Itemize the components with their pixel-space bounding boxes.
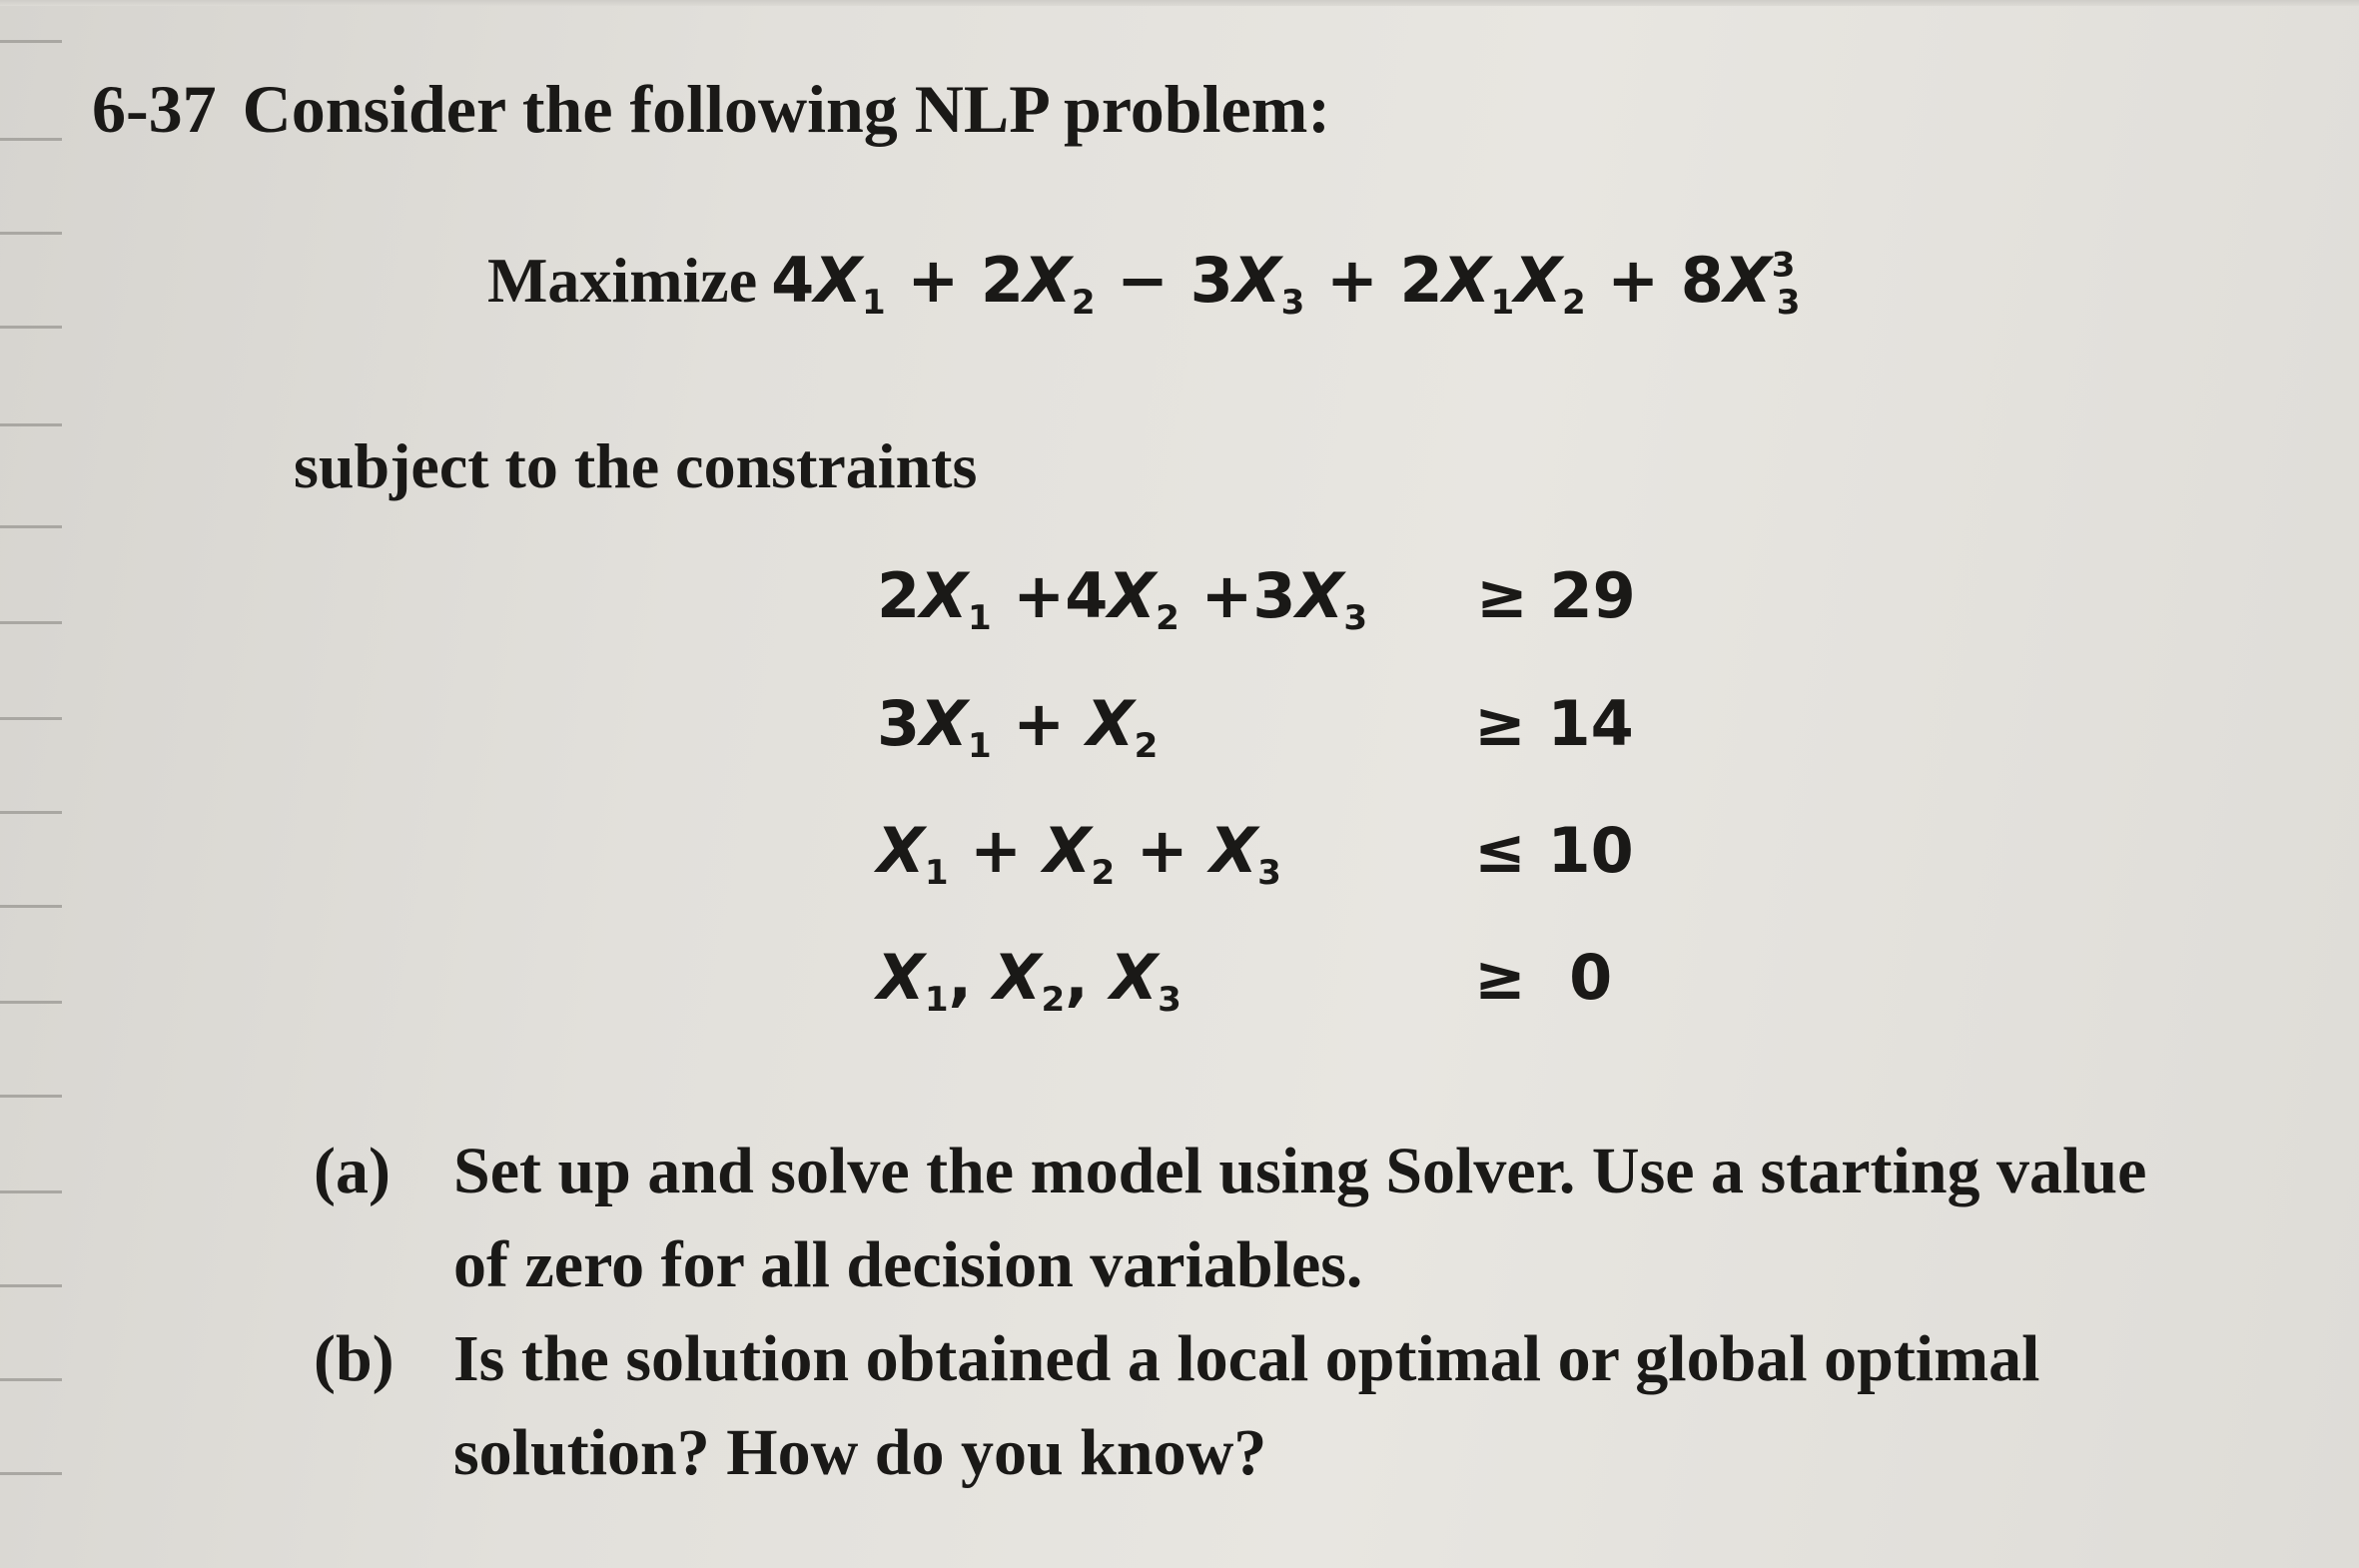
ruling-tick: [0, 1472, 62, 1475]
ruling-tick: [0, 717, 62, 720]
objective-function: [487, 244, 1801, 323]
problem-title: Consider the following NLP problem:: [242, 71, 1330, 147]
ruling-tick: [0, 1284, 62, 1287]
part-text: Set up and solve the model using Solver. Use a starting value of zero for all decision variables.: [453, 1135, 2147, 1301]
ruling-tick: [0, 905, 62, 908]
part-label: (a): [314, 1135, 391, 1207]
part-label: (b): [314, 1322, 394, 1395]
constraint-lhs: $X_1 + X_2 + X_3$: [877, 814, 1281, 893]
ruling-tick: [0, 423, 62, 426]
constraint-rhs: ≤ 10: [1474, 814, 1634, 887]
constraint-rhs: ≥ 29: [1476, 559, 1636, 632]
constraint-rhs: ≥ 14: [1474, 687, 1634, 760]
ruling-tick: [0, 811, 62, 814]
constraint-rhs: ≥ 0: [1474, 941, 1613, 1014]
constraints-intro: subject to the constraints: [294, 430, 978, 501]
ruling-tick: [0, 1001, 62, 1004]
part-text: Is the solution obtained a local optimal or global optimal solution? How do you know?: [453, 1322, 2040, 1489]
ruling-tick: [0, 525, 62, 528]
constraint-lhs: $3X_1 + X_2$: [877, 687, 1159, 766]
ruling-tick: [0, 232, 62, 235]
ruling-tick: [0, 621, 62, 624]
maximize-keyword: Maximize: [487, 245, 758, 316]
part-b: [314, 1312, 2171, 1500]
ruling-tick: [0, 1378, 62, 1381]
constraint-lhs: $X_1$, $X_2$, $X_3$: [877, 941, 1181, 1020]
margin-rulings: [0, 0, 70, 1568]
ruling-tick: [0, 1190, 62, 1193]
problem-number: 6-37: [92, 71, 217, 147]
constraint-lhs: $2X_1 +4X_2 +3X_3$: [877, 559, 1368, 638]
ruling-tick: [0, 326, 62, 329]
problem-heading: [92, 70, 1330, 149]
question-parts: [314, 1125, 2171, 1500]
top-border: [0, 0, 2359, 6]
ruling-tick: [0, 40, 62, 43]
part-a: [314, 1125, 2171, 1312]
objective-expression: $4X_1 + 2X_2 - 3X_3 + 2X_1X_2 + 8X^3_3$: [771, 244, 1801, 323]
ruling-tick: [0, 138, 62, 141]
ruling-tick: [0, 1095, 62, 1098]
